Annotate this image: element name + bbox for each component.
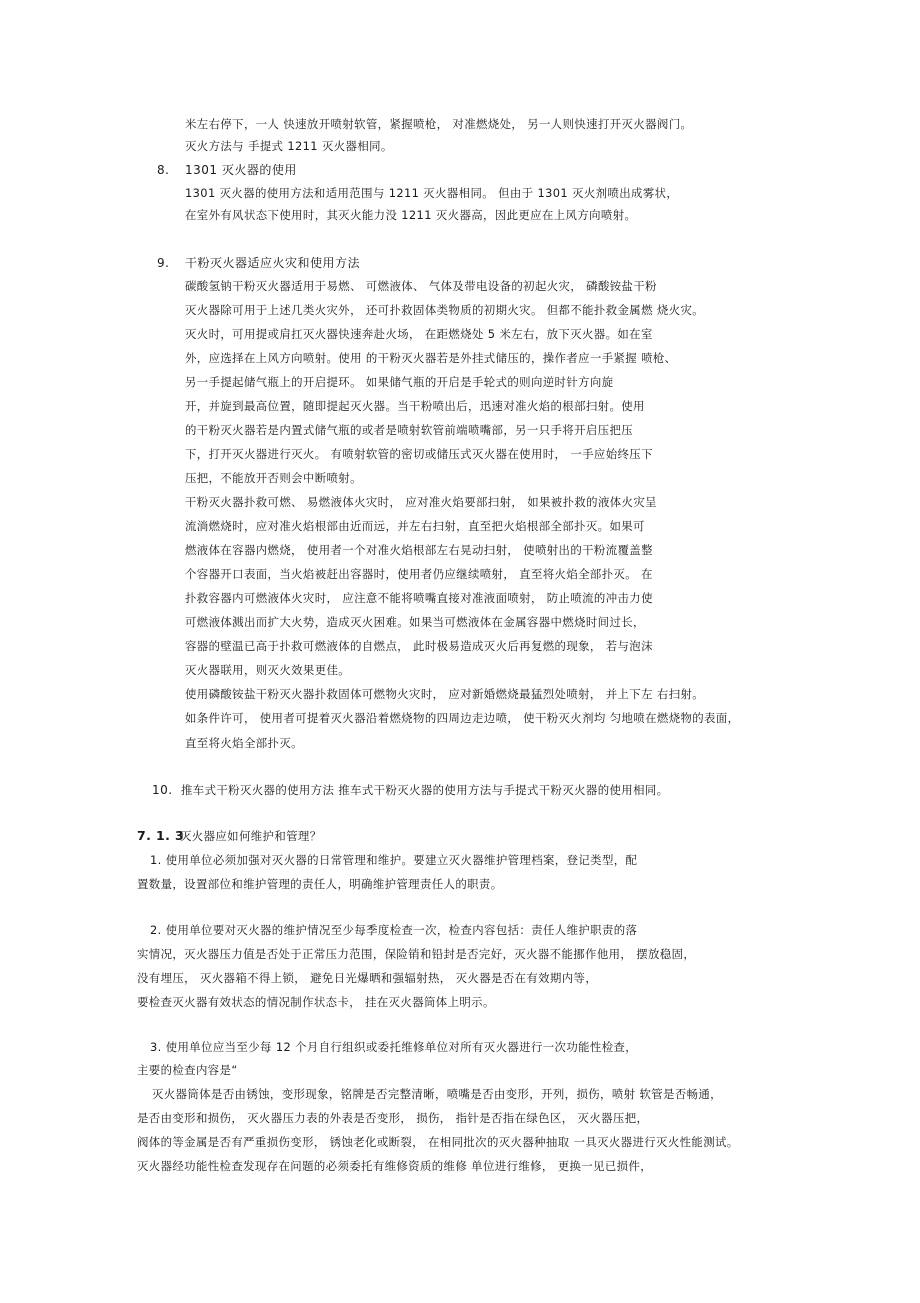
- item-heading: 1301 灭火器的使用: [185, 163, 297, 177]
- text-line: 在室外有风状态下使用时，其灭火能力没 1211 灭火器高，因此更应在上风方向喷射。: [185, 208, 637, 222]
- text-line: 外，应选择在上风方向喷射。使用 的干粉灭火器若是外挂式储压的，操作者应一手紧握 喷枪、: [185, 351, 677, 365]
- text-line: 灭火器联用，则灭火效果更佳。: [185, 663, 351, 677]
- text-line: 碳酸氢钠干粉灭火器适用于易燃、 可燃液体、 气体及带电设备的初起火灾， 磷酸铵盐干粉: [185, 279, 657, 293]
- text-line: 置数量，设置部位和维护管理的责任人，明确维护管理责任人的职责。: [137, 877, 503, 891]
- section-title: 灭火器应如何维护和管理？: [180, 829, 322, 843]
- text-line: 另一手提起储气瓶上的开启提环。 如果储气瓶的开启是手轮式的则向逆时针方向旋: [185, 375, 614, 389]
- text-line: 主要的检查内容是“: [137, 1063, 238, 1077]
- text-line: 可燃液体溅出而扩大火势，造成灭火困难。如果当可燃液体在金属容器中燃烧时间过长，: [185, 615, 645, 629]
- text-line: 个容器开口表面，当火焰被赶出容器时，使用者仍应继续喷射， 直至将火焰全部扑灭。 在: [185, 567, 653, 581]
- section-number: 7. 1. 3: [137, 828, 185, 843]
- text-line: 灭火器筒体是否由锈蚀，变形现象，铭牌是否完整清晰，喷嘴是否由变形，开列，损伤，喷射 软管是否畅通，: [152, 1087, 722, 1101]
- text-line: 1301 灭火器的使用方法和适用范围与 1211 灭火器相同。 但由于 1301 灭火剂喷出成雾状，: [185, 186, 679, 200]
- text-line: 是否由变形和损伤， 灭火器压力表的外表是否变形， 损伤， 指针是否指在绿色区， 灭火器压把，: [137, 1111, 649, 1125]
- text-line: 要检查灭火器有效状态的情况制作状态卡， 挂在灭火器筒体上明示。: [137, 995, 495, 1009]
- text-line: 压把，不能放开否则会中断喷射。: [185, 471, 362, 485]
- text-line: 实情况，灭火器压力值是否处于正常压力范围，保险销和铅封是否完好，灭火器不能挪作他用， 摆放稳固，: [137, 947, 696, 961]
- text-line: 流淌燃烧时，应对准火焰根部由近而远，并左右扫射，直至把火焰根部全部扑灭。如果可: [185, 519, 645, 533]
- text-line: 阀体的等金属是否有严重损伤变形， 锈蚀老化或断裂， 在相同批次的灭火器种抽取 一具灭火器进行灭火性能测试。: [137, 1135, 739, 1149]
- text-line: 的干粉灭火器若是内置式储气瓶的或者是喷射软管前端喷嘴部，另一只手将开启压把压: [185, 423, 634, 437]
- text-line: 容器的壁温已高于扑救可燃液体的自燃点， 此时极易造成灭火后再复燃的现象， 若与泡沫: [185, 639, 653, 653]
- text-line: 没有埋压， 灭火器箱不得上锁， 避免日光爆晒和强辐射热， 灭火器是否在有效期内等，: [137, 971, 598, 985]
- text-line: 下，打开灭火器进行灭火。 有喷射软管的密切或储压式灭火器在使用时， 一手应始终压下: [185, 447, 653, 461]
- text-line: 3. 使用单位应当至少每 12 个月自行组织或委托维修单位对所有灭火器进行一次功能性检查，: [150, 1040, 638, 1054]
- text-line: 推车式干粉灭火器的使用方法 推车式干粉灭火器的使用方法与手提式干粉灭火器的使用相同。: [181, 783, 669, 797]
- item-heading: 干粉灭火器适应火灾和使用方法: [185, 256, 361, 270]
- text-line: 灭火器经功能性检查发现存在问题的必须委托有维修资质的维修 单位进行维修， 更换一见已损件，: [137, 1159, 653, 1173]
- text-line: 灭火时，可用提或肩扛灭火器快速奔赴火场， 在距燃烧处 5 米左右，放下灭火器。如在室: [185, 327, 653, 341]
- text-line: 干粉灭火器扑救可燃、 易燃液体火灾时， 应对准火焰要部扫射， 如果被扑救的液体火灾呈: [185, 495, 657, 509]
- text-line: 灭火器除可用于上述几类火灾外， 还可扑救固体类物质的初期火灾。 但都不能扑救金属燃 烧火灾。: [185, 303, 705, 317]
- text-line: 扑救容器内可燃液体火灾时， 应注意不能将喷嘴直接对准液面喷射， 防止喷流的冲击力使: [185, 591, 653, 605]
- item-number: 9.: [157, 256, 170, 270]
- text-line: 2. 使用单位要对灭火器的维护情况至少每季度检查一次，检查内容包括：责任人维护职责的落: [150, 923, 638, 937]
- text-line: 使用磷酸铵盐干粉灭火器扑救固体可燃物火灾时， 应对新婚燃烧最猛烈处喷射， 并上下左 右扫射。: [185, 687, 705, 701]
- text-line: 直至将火焰全部扑灭。: [185, 736, 303, 750]
- text-line: 米左右停下，一人 快速放开喷射软管，紧握喷枪， 对准燃烧处， 另一人则快速打开灭火器阀门。: [185, 117, 693, 131]
- text-line: 燃液体在容器内燃烧， 使用者一个对准火焰根部左右晃动扫射， 使喷射出的干粉流覆盖整: [185, 543, 653, 557]
- item-number: 10.: [152, 783, 173, 797]
- item-number: 8.: [157, 163, 170, 177]
- text-line: 如条件许可， 使用者可提着灭火器沿着燃烧物的四周边走边喷， 使干粉灭火剂均 匀地喷在燃烧物的表面，: [185, 711, 740, 725]
- text-line: 1. 使用单位必须加强对灭火器的日常管理和维护。要建立灭火器维护管理档案，登记类型，配: [150, 853, 638, 867]
- text-line: 灭火方法与 手提式 1211 灭火器相同。: [185, 139, 393, 153]
- text-line: 开，并旋到最高位置，随即提起灭火器。当干粉喷出后，迅速对准火焰的根部扫射。使用: [185, 399, 645, 413]
